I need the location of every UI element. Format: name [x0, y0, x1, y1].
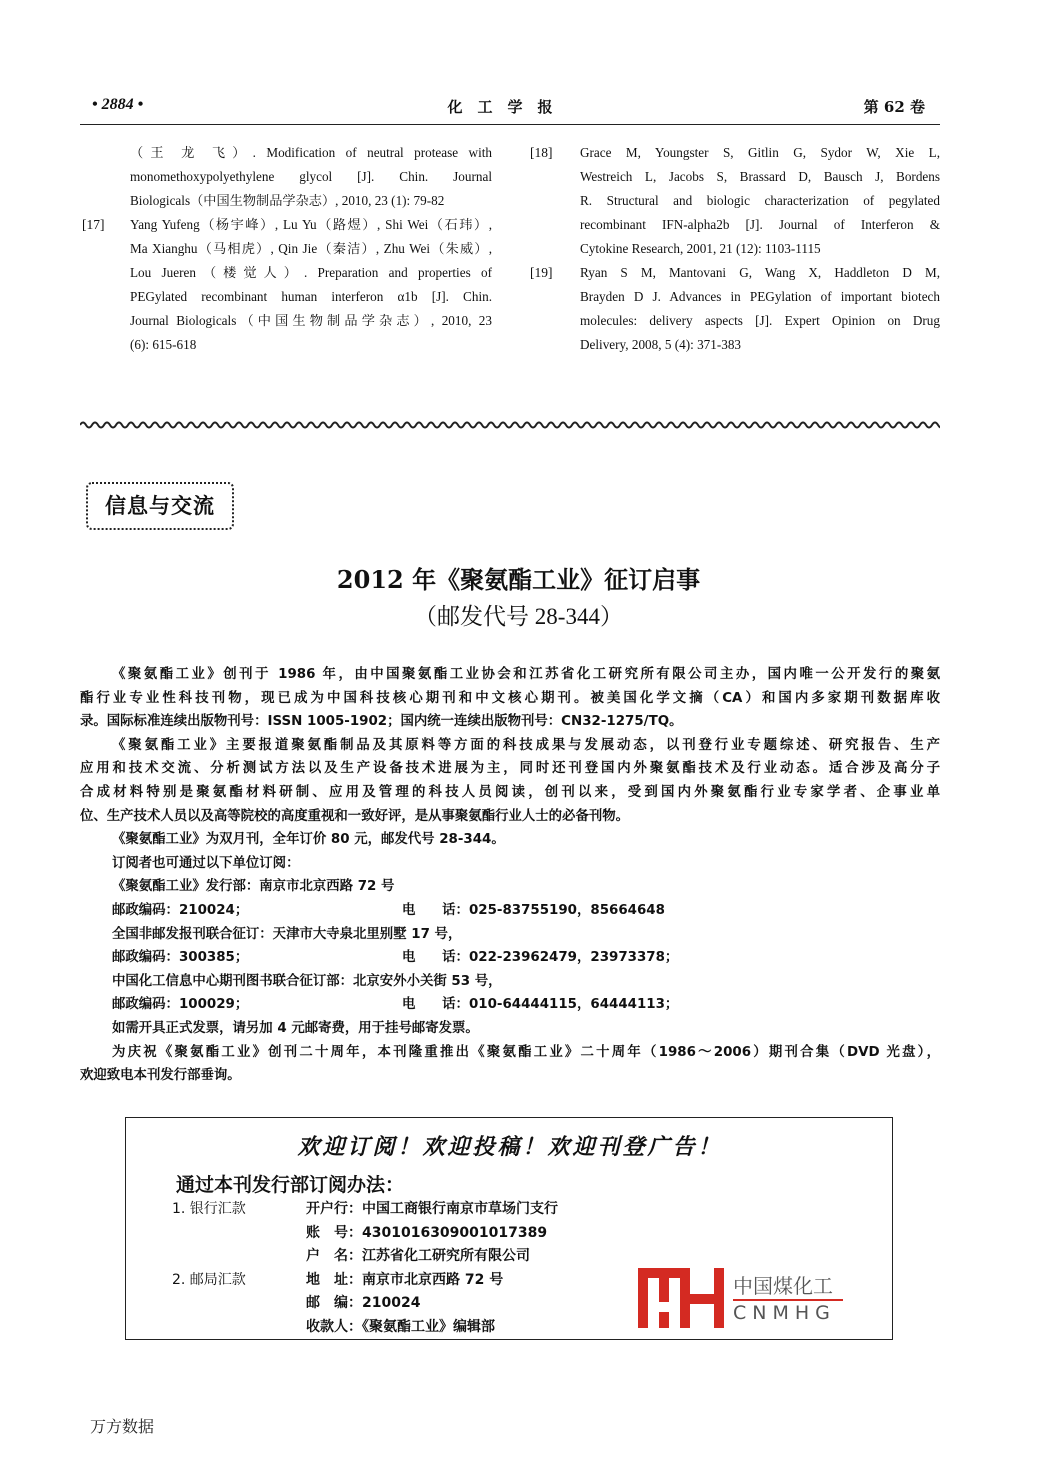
logo-name-cn: 中国煤化工 [733, 1274, 833, 1298]
paragraph-line: 《聚氨酯工业》为双月刊，全年订价 80 元，邮发代号 28-344。 [112, 832, 505, 848]
box-title: 欢迎订阅！欢迎投稿！欢迎刊登广告！ [297, 1134, 723, 1160]
reference-line: Cytokine Research, 2001, 21 (12): 1103-1115 [580, 241, 821, 256]
reference-line: Ma Xianghu（马相虎）, Qin Jie（秦洁）, Zhu Wei（朱威）, [130, 241, 492, 256]
paragraph-line: 合成材料特别是聚氨酯材料研制、应用及管理的科技人员阅读，创刊以来，受到国内外聚氨酯行业专家学者、企事业单 [80, 785, 940, 800]
reference-line: recombinant IFN-alpha2b [J]. Journal of Interferon & [580, 217, 940, 232]
paragraph-line: 位、生产技术人员以及高等院校的高度重视和一致好评，是从事聚氨酯行业人士的必备刊物。 [80, 808, 630, 824]
paragraph-line: 《聚氨酯工业》发行部：南京市北京西路 72 号 [112, 879, 395, 895]
paragraph-line: 酯行业专业性科技刊物，现已成为中国科技核心期刊和中文核心期刊。被美国化学文摘（CA）和国内多家期刊数据库收 [80, 690, 940, 706]
reference-line: Ryan S M, Mantovani G, Wang X, Haddleton D M, [580, 265, 940, 280]
reference-line: (6): 615-618 [130, 337, 197, 352]
paragraph-line: 全国非邮发报刊联合征订：天津市大寺泉北里别墅 17 号， [112, 926, 462, 942]
reference-number: [18] [530, 145, 553, 160]
journal-name: 化 工 学 报 [447, 98, 553, 116]
reference-line: monomethoxypolyethylene glycol [J]. Chin. Journal [130, 169, 492, 184]
paragraph-line: 邮政编码：300385； [112, 950, 249, 966]
volume-number: 第 62 卷 [863, 98, 925, 116]
header-rule [80, 124, 940, 125]
logo-name-en: CNMHG [733, 1302, 836, 1324]
payment-field: 收款人：《聚氨酯工业》编辑部 [306, 1318, 495, 1335]
subscribe-box [125, 1117, 893, 1340]
reference-line: （王 龙 飞）. Modification of neutral protease with [130, 145, 492, 160]
reference-line: Yang Yufeng（杨宇峰）, Lu Yu（路煜）, Shi Wei（石玮）, [130, 217, 492, 232]
payment-field: 账 号：4301016309001017389 [306, 1224, 548, 1241]
paragraph-line: 订阅者也可通过以下单位订阅： [112, 855, 300, 871]
article-subtitle: （邮发代号 28-344） [414, 604, 623, 629]
payment-field: 地 址：南京市北京西路 72 号 [306, 1271, 504, 1288]
footer-watermark: 万方数据 [90, 1417, 155, 1436]
paragraph-line: 邮政编码：100029； [112, 997, 249, 1013]
phone-line: 电 话：010-64444115，64444113； [402, 997, 679, 1013]
phone-line: 电 话：022-23962479，23973378； [402, 950, 679, 966]
box-subtitle: 通过本刊发行部订阅办法： [176, 1174, 405, 1196]
payment-field: 邮 编：210024 [306, 1295, 421, 1311]
payment-field: 户 名：江苏省化工研究所有限公司 [306, 1248, 530, 1264]
reference-line: Brayden D J. Advances in PEGylation of important biotech [580, 289, 940, 304]
cnmhg-logo [638, 1268, 836, 1332]
paragraph-line: 邮政编码：210024； [112, 903, 249, 918]
reference-line: PEGylated recombinant human interferon α1b [J]. Chin. [130, 289, 492, 304]
paragraph-line: 《聚氨酯工业》主要报道聚氨酯制品及其原料等方面的科技成果与发展动态，以刊登行业专题综述、研究报告、生产 [112, 737, 940, 753]
section-badge: 信息与交流 [86, 482, 234, 530]
reference-line: Delivery, 2008, 5 (4): 371-383 [580, 337, 742, 352]
phone-line: 电 话：025-83755190，85664648 [402, 903, 665, 918]
reference-line: molecules: delivery aspects [J]. Expert Opinion on Drug [580, 313, 940, 328]
paragraph-line: 欢迎致电本刊发行部垂询。 [80, 1068, 241, 1084]
logo-mark-icon [638, 1268, 728, 1328]
paragraph-line: 中国化工信息中心期刊图书联合征订部：北京安外小关街 53 号， [112, 973, 502, 989]
paragraph-line: 《聚氨酯工业》创刊于 1986 年，由中国聚氨酯工业协会和江苏省化工研究所有限公司主办，国内唯一公开发行的聚氨 [112, 667, 940, 682]
reference-line: Journal Biologicals（中国生物制品学杂志）, 2010, 23 [130, 313, 492, 328]
reference-line: Biologicals（中国生物制品学杂志）, 2010, 23 (1): 79-82 [130, 193, 445, 208]
reference-line: Grace M, Youngster S, Gitlin G, Sydor W, Xie L, [580, 145, 940, 160]
paragraph-line: 如需开具正式发票，请另加 4 元邮寄费，用于挂号邮寄发票。 [112, 1021, 479, 1036]
reference-number: [17] [82, 217, 105, 232]
reference-line: R. Structural and biologic characterization of pegylated [580, 193, 940, 208]
reference-number: [19] [530, 265, 553, 280]
paragraph-line: 录。国际标准连续出版物刊号：ISSN 1005-1902；国内统一连续出版物刊号：CN32-1275/TQ。 [80, 714, 683, 730]
reference-line: Westreich L, Jacobs S, Brassard D, Bausch J, Bordens [580, 169, 940, 184]
article-title: 2012 年《聚氨酯工业》征订启事 [336, 565, 701, 594]
reference-line: Lou Jueren（楼觉人）. Preparation and properties of [130, 265, 492, 280]
paragraph-line: 为庆祝《聚氨酯工业》创刊二十周年，本刊隆重推出《聚氨酯工业》二十周年（1986～2006）期刊合集（DVD 光盘）， [112, 1044, 940, 1060]
payment-method: 1. 银行汇款 [172, 1201, 246, 1217]
payment-method: 2. 邮局汇款 [172, 1271, 246, 1288]
logo-rule [733, 1299, 843, 1301]
paragraph-line: 应用和技术交流、分析测试方法以及生产设备技术进展为主，同时还刊登国内外聚氨酯技术及行业动态。适合涉及高分子 [80, 761, 940, 777]
page-number: • 2884 • [92, 96, 144, 113]
payment-field: 开户行：中国工商银行南京市草场门支行 [306, 1201, 558, 1217]
wavy-divider [80, 418, 940, 432]
